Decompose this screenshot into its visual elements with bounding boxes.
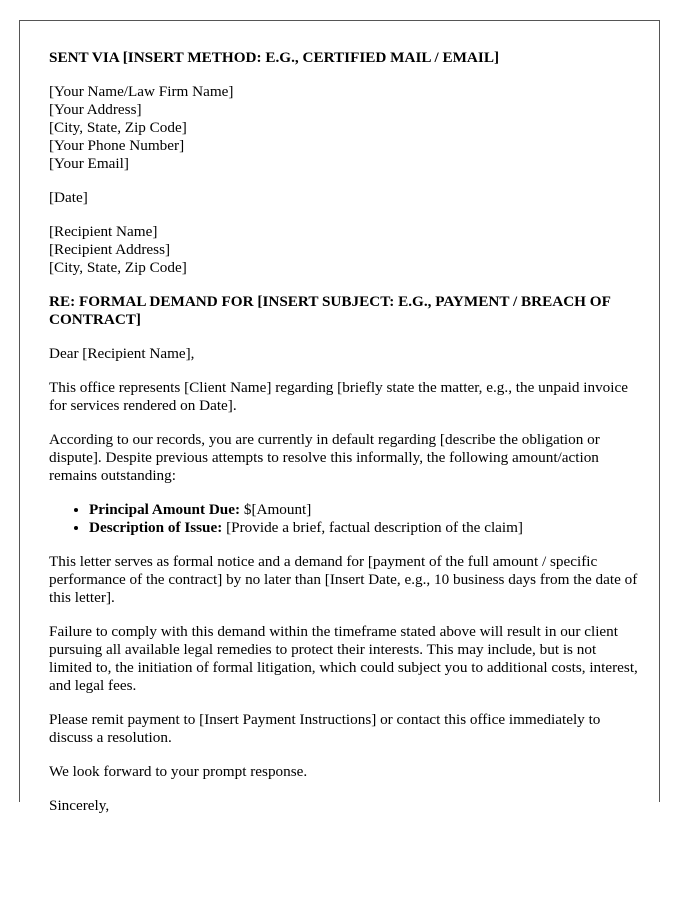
principal-amount-value: $[Amount] xyxy=(240,501,312,518)
sender-block xyxy=(49,83,639,173)
outstanding-items-list xyxy=(49,501,639,537)
recipient-block xyxy=(49,223,639,277)
send-method-heading: SENT VIA [INSERT METHOD: E.G., CERTIFIED MAIL / EMAIL] xyxy=(49,49,500,66)
recipient-address: [Recipient Address] xyxy=(49,241,171,258)
description-value: [Provide a brief, factual description of the claim] xyxy=(222,519,523,536)
letter-page xyxy=(19,20,660,814)
recipient-name: [Recipient Name] xyxy=(49,223,158,240)
letter-body xyxy=(49,49,639,831)
sender-phone: [Your Phone Number] xyxy=(49,137,185,154)
subject-line: RE: FORMAL DEMAND FOR [INSERT SUBJECT: E.G., PAYMENT / BREACH OF CONTRACT] xyxy=(49,293,611,328)
paragraph-formal-notice: This letter serves as formal notice and a demand for [payment of the full amount / specific performance of the contract] by no later than [Insert Date, e.g., 10 business days from the date of this letter]. xyxy=(49,553,638,606)
principal-amount-label: Principal Amount Due: xyxy=(89,501,241,518)
sender-address: [Your Address] xyxy=(49,101,142,118)
sender-email: [Your Email] xyxy=(49,155,129,172)
paragraph-consequences: Failure to comply with this demand within the timeframe stated above will result in our client pursuing all available legal remedies to protect their interests. This may include, but is not limited to, the initiation of formal litigation, which could subject you to additional costs, interest, and legal fees. xyxy=(49,623,638,694)
closing-signoff: Sincerely, xyxy=(49,797,110,814)
paragraph-default: According to our records, you are currently in default regarding [describe the obligation or dispute]. Despite previous attempts to resolve this informally, the following amount/action remains outstanding: xyxy=(49,431,600,484)
paragraph-closing-remark: We look forward to your prompt response. xyxy=(49,763,308,780)
description-label: Description of Issue: xyxy=(89,519,223,536)
list-item-principal-amount xyxy=(89,501,639,519)
sender-city-state-zip: [City, State, Zip Code] xyxy=(49,119,187,136)
paragraph-payment-instructions: Please remit payment to [Insert Payment Instructions] or contact this office immediately to discuss a resolution. xyxy=(49,711,601,746)
sender-name: [Your Name/Law Firm Name] xyxy=(49,83,234,100)
paragraph-representation: This office represents [Client Name] regarding [briefly state the matter, e.g., the unpaid invoice for services rendered on Date]. xyxy=(49,379,628,414)
list-item-description xyxy=(89,519,639,537)
recipient-city-state-zip: [City, State, Zip Code] xyxy=(49,259,187,276)
letter-date: [Date] xyxy=(49,189,88,206)
salutation: Dear [Recipient Name], xyxy=(49,345,195,362)
